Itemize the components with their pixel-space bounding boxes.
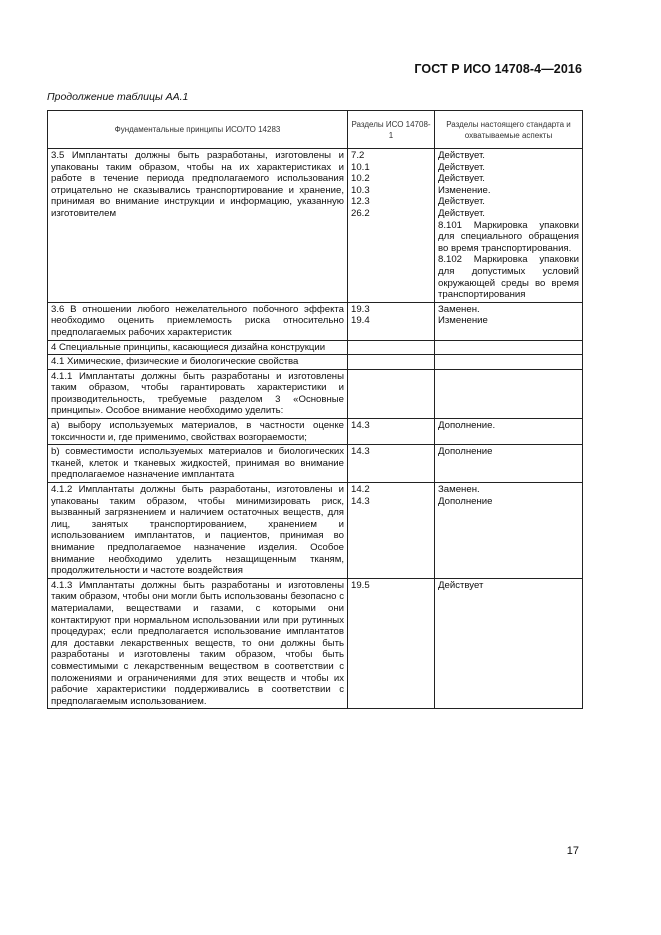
principle-cell: 4.1.3 Имплантаты должны быть разработаны и изготовлены таким образом, чтобы они могли быть использованы безопасно с материалами, веществами и газами, с которыми они контактируют при нормальном использовании или при рутинных процедурах; если предполагается использование имплантатов для доставки лекарственных веществ, то они должны быть разработаны и изготовлены таким образом, чтобы быть совместимыми с лекарственным веществом в соответствии с положениями и ограничениями для этих веществ и чтобы их рабочие характеристики поддерживались в соответствии с предполагаемым использованием.: [48, 578, 348, 709]
aspects-cell: [435, 340, 583, 355]
table-row: [48, 369, 583, 418]
column-header-aspects: Разделы настоящего стандарта и охватываемые аспекты: [435, 111, 583, 149]
aspect-entry: Действует: [438, 579, 484, 591]
table-row: [48, 483, 583, 579]
aspect-entry: 8.101 Маркировка упаковки для специального обращения во время транспортирования.: [438, 219, 579, 254]
standards-comparison-table: [47, 110, 583, 709]
iso-sections-cell: [348, 149, 435, 303]
section-ref: 7.2: [351, 150, 365, 161]
aspects-cell: [435, 578, 583, 709]
iso-sections-cell: [348, 340, 435, 355]
principle-cell: 4 Специальные принципы, касающиеся дизайна конструкции: [48, 340, 348, 355]
iso-sections-cell: [348, 483, 435, 579]
table-caption: Продолжение таблицы АА.1: [47, 91, 189, 103]
table-row: [48, 578, 583, 709]
section-ref: 10.1: [351, 161, 370, 173]
aspect-entry: Дополнение.: [438, 420, 496, 432]
principle-cell: 3.6 В отношении любого нежелательного побочного эффекта необходимо оценить приемлемость риска относительно предполагаемых рабочих характеристик: [48, 302, 348, 340]
aspects-cell: [435, 483, 583, 579]
aspects-cell: [435, 369, 583, 418]
aspect-entry: Заменен.: [438, 303, 480, 315]
aspect-entry: Дополнение: [438, 495, 493, 507]
column-header-iso-sections: Разделы ИСО 14708-1: [348, 111, 435, 149]
principle-cell: 4.1.1 Имплантаты должны быть разработаны и изготовлены таким образом, чтобы гарантировать характеристики и производительность, требуемые разделом 3 «Основные принципы». Особое внимание необходимо уделить:: [48, 369, 348, 418]
aspects-cell: [435, 419, 583, 445]
table-row: [48, 149, 583, 303]
principle-cell: 4.1 Химические, физические и биологические свойства: [48, 355, 348, 370]
iso-sections-cell: [348, 355, 435, 370]
aspect-entry: Изменение.: [438, 184, 491, 196]
section-ref: 19.4: [351, 315, 370, 327]
iso-sections-cell: [348, 419, 435, 445]
aspect-entry: Действует.: [438, 173, 485, 185]
aspect-entry: Действует.: [438, 207, 485, 219]
principle-cell: 3.5 Имплантаты должны быть разработаны, изготовлены и упакованы таким образом, чтобы на их характеристиках и работе в течение периода предполагаемого использования отрицательно не сказывались транспортирование и хранение, принимая во внимание инструкции и информацию, указанную изготовителем: [48, 149, 348, 303]
aspect-entry: Заменен.: [438, 484, 480, 496]
aspects-cell: [435, 355, 583, 370]
aspects-cell: [435, 445, 583, 483]
principle-cell: b) совместимости используемых материалов и биологических тканей, клеток и тканевых жидкостей, принимая во внимание предполагаемое назначение имплантата: [48, 445, 348, 483]
section-ref: 19.3: [351, 303, 370, 315]
table-row: [48, 419, 583, 445]
section-ref: 14.3: [351, 446, 370, 458]
table-row: [48, 355, 583, 370]
aspects-cell: [435, 149, 583, 303]
iso-sections-cell: [348, 445, 435, 483]
aspect-entry: 8.102 Маркировка упаковки для допустимых условий окружающей среды во время транспортирования: [438, 254, 579, 301]
aspect-entry: Действует.: [438, 150, 485, 161]
aspect-entry: Изменение: [438, 315, 488, 327]
iso-sections-cell: [348, 302, 435, 340]
section-ref: 19.5: [351, 579, 370, 591]
section-ref: 12.3: [351, 196, 370, 208]
section-ref: 14.2: [351, 484, 370, 496]
principle-cell: a) выбору используемых материалов, в частности оценке токсичности и, где применимо, свойствах возгораемости;: [48, 419, 348, 445]
principle-cell: 4.1.2 Имплантаты должны быть разработаны, изготовлены и упакованы таким образом, чтобы минимизировать риск, вызванный загрязнением и наличием остаточных веществ, для лиц, занятых транспортированием, хранением и использованием имплантатов, и пациентов, принимая во внимание предполагаемое назначение изделия. Особое внимание необходимо уделить незащищенным тканям, продолжительности и частоте воздействия: [48, 483, 348, 579]
section-ref: 14.3: [351, 495, 370, 507]
document-header: ГОСТ Р ИСО 14708-4—2016: [414, 62, 582, 76]
aspect-entry: Дополнение: [438, 446, 493, 458]
iso-sections-cell: [348, 369, 435, 418]
aspects-cell: [435, 302, 583, 340]
aspect-entry: Действует.: [438, 161, 485, 173]
aspect-entry: Действует.: [438, 196, 485, 208]
table-row: [48, 302, 583, 340]
table-body: [48, 149, 583, 709]
column-header-principles: Фундаментальные принципы ИСО/ТО 14283: [48, 111, 348, 149]
section-ref: 10.2: [351, 173, 370, 185]
section-ref: 14.3: [351, 420, 370, 432]
table-row: [48, 445, 583, 483]
iso-sections-cell: [348, 578, 435, 709]
page-number: 17: [566, 845, 579, 857]
table-row: [48, 340, 583, 355]
table-header-row: [48, 111, 583, 149]
section-ref: 26.2: [351, 207, 370, 219]
section-ref: 10.3: [351, 184, 370, 196]
